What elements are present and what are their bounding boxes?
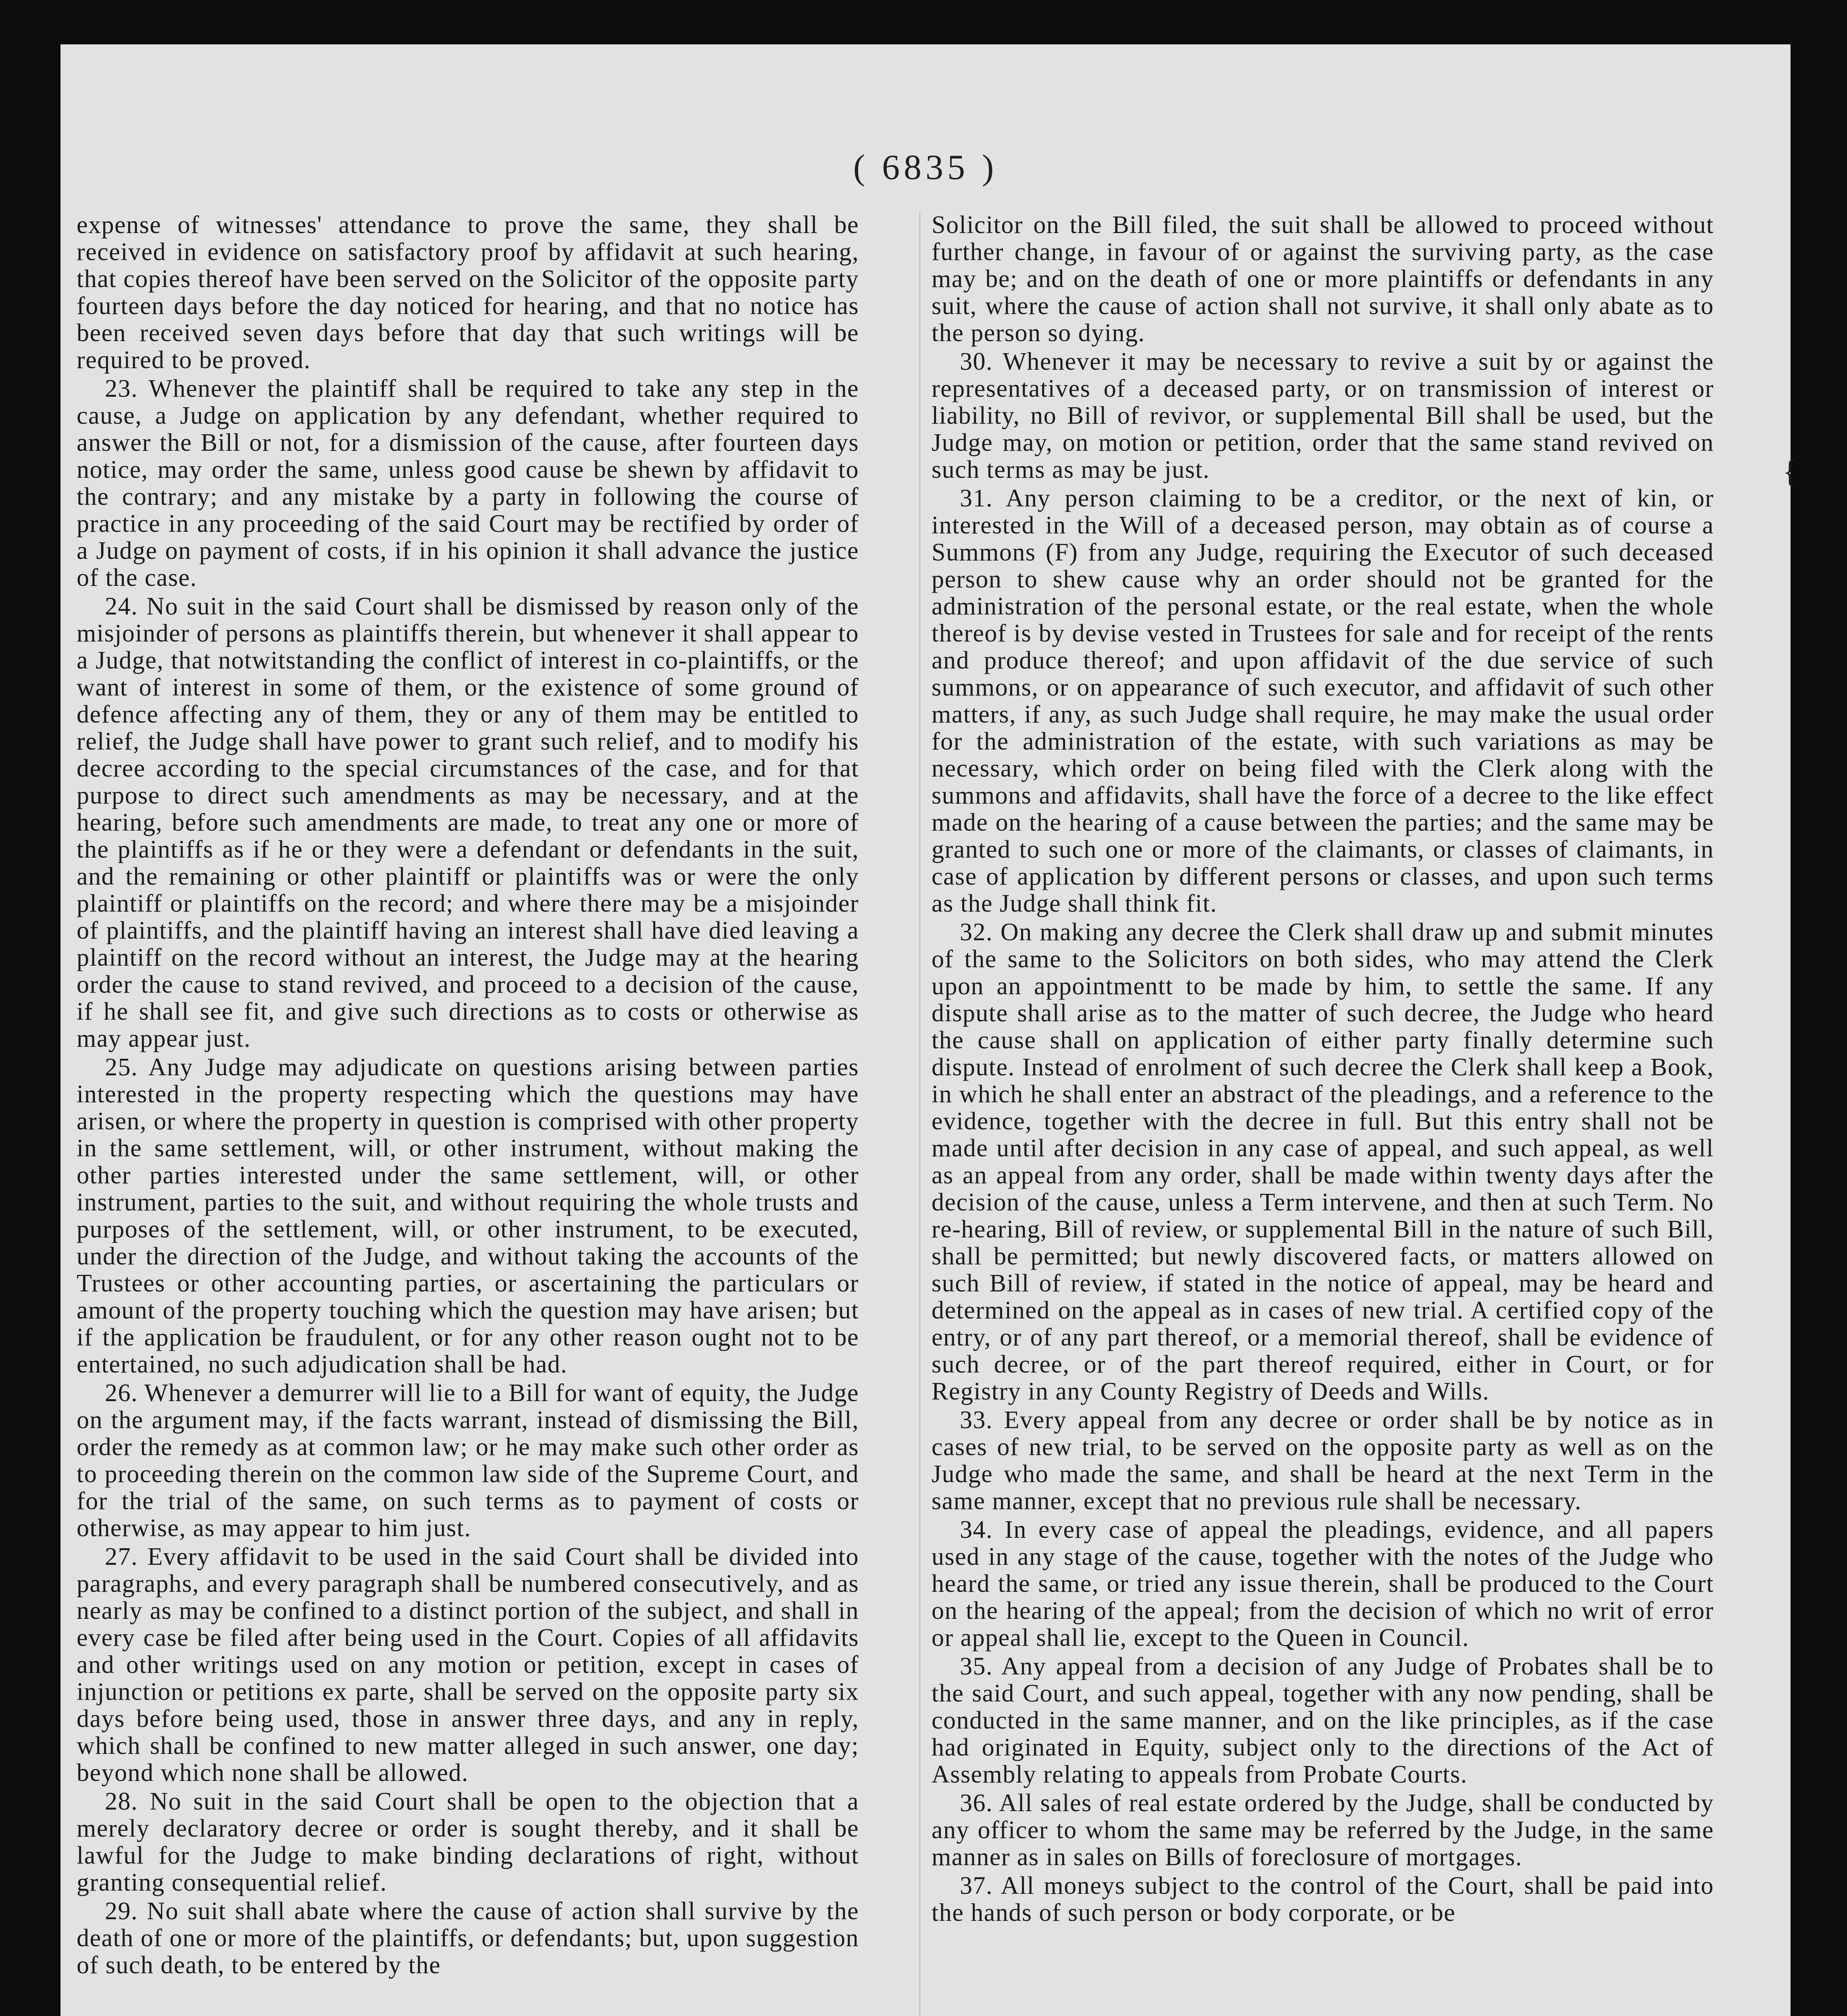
paragraph-25: 25. Any Judge may adjudicate on questions arising between parties interested in the property respecting which the questions may have arisen, or where the property in question is comprised with other property in the same settlement, will, or other instrument, without making the other parties interested under the same settlement, will, or other instrument, parties to the suit, and without requiring the whole trusts and purposes of the settlement, will, or other instrument, to be executed, under the direction of the Judge, and without taking the accounts of the Trustees or other accounting parties, or ascertaining the particulars or amount of the property touching which the question may have arisen; but if the application be fraudulent, or for any other reason ought not to be entertained, no such adjudication shall be had. <box>77 1054 859 1378</box>
paragraph-36: 36. All sales of real estate ordered by the Judge, shall be conducted by any officer to whom the same may be referred by the Judge, in the same manner as in sales on Bills of foreclosure of mortgages. <box>932 1789 1714 1871</box>
paragraph-continuation: expense of witnesses' attendance to prove the same, they shall be received in evidence on satisfactory proof by affidavit at such hearing, that copies thereof have been served on the Solicitor of the opposite party fourteen days before the day noticed for hearing, and that no notice has been received seven days before that day that such writings will be required to be proved. <box>77 211 859 374</box>
paragraph-28: 28. No suit in the said Court shall be open to the objection that a merely declaratory decree or order is sought thereby, and it shall be lawful for the Judge to make binding declarations of right, without granting consequential relief. <box>77 1788 859 1896</box>
paragraph-26: 26. Whenever a demurrer will lie to a Bill for want of equity, the Judge on the argument may, if the facts warrant, instead of dismissing the Bill, order the remedy as at common law; or he may make such other order as to proceeding therein on the common law side of the Supreme Court, and for the trial of the same, on such terms as to payment of costs or otherwise, as may appear to him just. <box>77 1379 859 1542</box>
margin-bracket-mark: { <box>1782 454 1798 489</box>
paragraph-35: 35. Any appeal from a decision of any Judge of Probates shall be to the said Court, and such appeal, together with any now pending, shall be conducted in the same manner, and on the like principles, as if the case had originated in Equity, subject only to the directions of the Act of Assembly relating to appeals from Probate Courts. <box>932 1653 1714 1788</box>
column-divider <box>919 212 920 2016</box>
document-page <box>60 44 1798 2016</box>
paragraph-33: 33. Every appeal from any decree or order shall be by notice as in cases of new trial, to be served on the opposite party as well as on the Judge who made the same, and shall be heard at the next Term in the same manner, except that no previous rule shall be necessary. <box>932 1406 1714 1515</box>
paragraph-34: 34. In every case of appeal the pleadings, evidence, and all papers used in any stage of the cause, together with the notes of the Judge who heard the same, or tried any issue therein, shall be produced to the Court on the hearing of the appeal; from the decision of which no writ of error or appeal shall lie, except to the Queen in Council. <box>932 1516 1714 1652</box>
paragraph-32: 32. On making any decree the Clerk shall draw up and submit minutes of the same to the Solicitors on both sides, who may attend the Clerk upon an appointmentt to be made by him, to settle the same. If any dispute shall arise as to the matter of such decree, the Judge who heard the cause shall on application of either party finally determine such dispute. Instead of enrolment of such decree the Clerk shall keep a Book, in which he shall enter an abstract of the pleadings, and a reference to the evidence, together with the decree in full. But this entry shall not be made until after decision in any case of appeal, and such appeal, as well as an appeal from any order, shall be made within twenty days after the decision of the cause, unless a Term intervene, and then at such Term. No re-hearing, Bill of review, or supplemental Bill in the nature of such Bill, shall be permitted; but newly discovered facts, or matters allowed on such Bill of review, if stated in the notice of appeal, may be heard and determined on the appeal as in cases of new trial. A certified copy of the entry, or of any part thereof, or a memorial thereof, shall be evidence of such decree, or of the part thereof required, either in Court, or for Registry in any County Registry of Deeds and Wills. <box>932 918 1714 1405</box>
paragraph-29-continuation: Solicitor on the Bill filed, the suit shall be allowed to proceed without further change, in favour of or against the surviving party, as the case may be; and on the death of one or more plaintiffs or defendants in any suit, where the cause of action shall not survive, it shall only abate as to the person so dying. <box>932 211 1714 347</box>
left-column <box>77 212 859 2016</box>
paragraph-23: 23. Whenever the plaintiff shall be required to take any step in the cause, a Judge on application by any defendant, whether required to answer the Bill or not, for a dismission of the cause, after fourteen days notice, may order the same, unless good cause be shewn by affidavit to the contrary; and any mistake by a party in following the course of practice in any proceeding of the said Court may be rectified by order of a Judge on payment of costs, if in his opinion it shall advance the justice of the case. <box>77 375 859 591</box>
page-number: ( 6835 ) <box>853 148 998 187</box>
right-column <box>932 212 1714 2016</box>
paragraph-27: 27. Every affidavit to be used in the said Court shall be divided into paragraphs, and every paragraph shall be numbered consecutively, and as nearly as may be confined to a distinct portion of the subject, and shall in every case be filed after being used in the Court. Copies of all affidavits and other writings used on any motion or petition, except in cases of injunction or petitions ex parte, shall be served on the opposite party six days before being used, those in answer three days, and any in reply, which shall be confined to new matter alleged in such answer, one day; beyond which none shall be allowed. <box>77 1543 859 1787</box>
paragraph-29: 29. No suit shall abate where the cause of action shall survive by the death of one or more of the plaintiffs, or defendants; but, upon suggestion of such death, to be entered by the <box>77 1897 859 1979</box>
paragraph-31: 31. Any person claiming to be a creditor, or the next of kin, or interested in the Will of a deceased person, may obtain as of course a Summons (F) from any Judge, requiring the Executor of such deceased person to shew cause why an order should not be granted for the administration of the personal estate, or the real estate, when the whole thereof is by devise vested in Trustees for sale and for receipt of the rents and produce thereof; and upon affidavit of the due service of such summons, or on appearance of such executor, and affidavit of such other matters, if any, as such Judge shall require, he may make the usual order for the administration of the estate, with such variations as may be necessary, which order on being filed with the Clerk along with the summons and affidavits, shall have the force of a decree to the like effect made on the hearing of a cause between the parties; and the same may be granted to such one or more of the claimants, or classes of claimants, in case of application by different persons or classes, and upon such terms as the Judge shall think fit. <box>932 485 1714 917</box>
paragraph-30: 30. Whenever it may be necessary to revive a suit by or against the representatives of a deceased party, or on transmission of interest or liability, no Bill of revivor, or supplemental Bill shall be used, but the Judge may, on motion or petition, order that the same stand revived on such terms as may be just. <box>932 348 1714 483</box>
paragraph-37: 37. All moneys subject to the control of the Court, shall be paid into the hands of such person or body corporate, or be <box>932 1872 1714 1926</box>
paragraph-24: 24. No suit in the said Court shall be dismissed by reason only of the misjoinder of persons as plaintiffs therein, but whenever it shall appear to a Judge, that notwitstanding the conflict of interest in co-plaintiffs, or the want of interest in some of them, or the existence of some ground of defence affecting any of them, they or any of them may be entitled to relief, the Judge shall have power to grant such relief, and to modify his decree according to the special circumstances of the case, and for that purpose to direct such amendments as may be necessary, and at the hearing, before such amendments are made, to treat any one or more of the plaintiffs as if he or they were a defendant or defendants in the suit, and the remaining or other plaintiff or plaintiffs was or were the only plaintiff or plaintiffs on the record; and where there may be a misjoinder of plaintiffs, and the plaintiff having an interest shall have died leaving a plaintiff on the record without an interest, the Judge may at the hearing order the cause to stand revived, and proceed to a decision of the cause, if he shall see fit, and give such directions as to costs or otherwise as may appear just. <box>77 593 859 1052</box>
